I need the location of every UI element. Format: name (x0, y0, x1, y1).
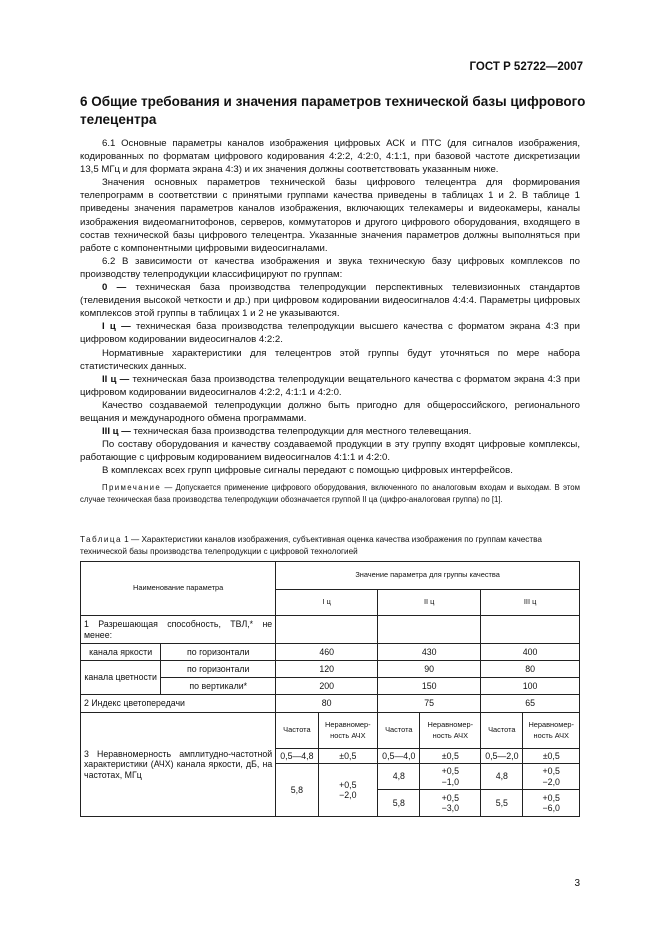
table-cell (420, 790, 481, 817)
paragraph-text: техническая база производства телепродукции высшего качества с форматом экрана 4:3 при цифровом кодировании видеосигналов 4:2:2. (80, 321, 580, 346)
table-row (81, 644, 580, 661)
nonuniformity-header: Неравномер-ность АЧХ (523, 713, 580, 749)
table-cell (523, 764, 580, 790)
table-cell (481, 616, 580, 644)
document-header: ГОСТ Р 52722—2007 (469, 61, 583, 73)
group-label: I ц — (102, 321, 131, 333)
table-cell: 0,5—2,0 (481, 749, 523, 764)
body-text (80, 137, 580, 505)
table-cell (523, 790, 580, 817)
row-label: канала цветности (81, 661, 161, 695)
table-cell: ±0,5 (318, 749, 378, 764)
table-caption (80, 534, 580, 557)
table-cell: 75 (378, 695, 481, 713)
header-value: Значение параметра для группы качества (276, 562, 580, 590)
paragraph (80, 320, 580, 346)
group-label: III ц — (102, 426, 131, 438)
paragraph: По составу оборудования и качеству создаваемой продукции в эту группу входят цифровые комплексы, работающие с цифровым кодированием видеосигналов 4:1:1 и 4:2:0. (80, 439, 580, 464)
value-line: +0,5 (542, 766, 560, 776)
table-cell (420, 764, 481, 790)
section-title: 6 Общие требования и значения параметров технической базы цифрового телецентра (80, 94, 586, 127)
row-label: 3 Неравномерность амплитудно-частотной характеристики (АЧХ) канала яркости, дБ, на частотах, МГц (81, 713, 276, 817)
table-cell: 430 (378, 644, 481, 661)
table-cell: 80 (276, 695, 378, 713)
note-label: Примечание (102, 483, 162, 493)
row-label: 2 Индекс цветопередачи (81, 695, 276, 713)
group-label: II ц — (102, 373, 130, 385)
header-param: Наименование параметра (81, 562, 276, 616)
table-cell: 5,8 (276, 764, 318, 817)
row-label: канала яркости (81, 644, 161, 661)
row-sublabel: по вертикали* (161, 678, 276, 695)
group-1: I ц (276, 590, 378, 616)
paragraph: 6.1 Основные параметры каналов изображения цифровых АСК и ПТС (для сигналов изображения, кодированных по форматам цифрового кодирования 4:2:2, 4:2:0, 4:1:1, при базовой частоте дискретизации 13,5 МГц и для формата экрана 4:3) и их значения должны соответствовать указанным ниже. (80, 138, 580, 176)
table-row (81, 661, 580, 678)
note-text: — Допускается применение цифрового оборудования, включенного по аналоговым входам и выходам. В этом случае техническая база производства телепродукции обозначается группой II ца (цифро-аналоговая группа) по [1]. (80, 483, 580, 504)
table-cell: 65 (481, 695, 580, 713)
paragraph: Значения основных параметров технической базы цифрового телецентра для формирования телепрограмм в соответствии с принятыми группами качества приведены в таблицах 1 и 2. В таблице 1 приведены значения параметров каналов изображения, включающих телекамеры и видеокамеры, каналы изображения видеомагнитофонов, серверов, коммутаторов и другого цифрового оборудования, входящего в состав технической базы цифрового телецентра. Указанные значения параметров должны выполняться при работе с компонентными цифровыми видеосигналами. (80, 177, 580, 254)
row-label: 1 Разрешающая способность, ТВЛ,* не менее: (81, 616, 276, 644)
table-cell: 0,5—4,0 (378, 749, 420, 764)
group-3: III ц (481, 590, 580, 616)
table-cell: ±0,5 (420, 749, 481, 764)
value-line: +0,5 (441, 766, 459, 776)
nonuniformity-header: Неравномер-ность АЧХ (420, 713, 481, 749)
table-cell: 90 (378, 661, 481, 678)
paragraph-text: техническая база производства телепродукции для местного телевещания. (130, 426, 472, 438)
parameters-table (80, 561, 580, 817)
value-line: +0,5 (441, 792, 459, 803)
value-line: −2,0 (542, 776, 560, 787)
table-cell (276, 616, 378, 644)
table-cell: 4,8 (378, 764, 420, 790)
paragraph: 6.2 В зависимости от качества изображения и звука техническую базу цифровых комплексов по производству телепродукции классифицируют по группам: (80, 255, 580, 280)
value-line: +0,5 (542, 792, 560, 803)
paragraph (80, 281, 580, 320)
table-cell: ±0,5 (523, 749, 580, 764)
group-label: 0 — (102, 282, 127, 294)
value-line: −1,0 (441, 776, 459, 787)
paragraph: В комплексах всех групп цифровые сигналы передают с помощью цифровых интерфейсов. (102, 465, 513, 477)
paragraph: Нормативные характеристики для телецентров этой группы будут уточняться по мере набора статистических данных. (80, 347, 580, 372)
note (80, 482, 580, 505)
table-cell (378, 616, 481, 644)
table-cell: 120 (276, 661, 378, 678)
paragraph (80, 425, 580, 438)
table-cell: 0,5—4,8 (276, 749, 318, 764)
table-row (81, 616, 580, 644)
row-sublabel: по горизонтали (161, 661, 276, 678)
paragraph (80, 373, 580, 399)
value-line: −6,0 (542, 803, 560, 813)
freq-header: Частота (481, 713, 523, 749)
table-cell: 80 (481, 661, 580, 678)
value-line: −2,0 (339, 790, 357, 800)
table-cell: 4,8 (481, 764, 523, 790)
table-cell: 460 (276, 644, 378, 661)
table-cell (318, 764, 378, 817)
table-row (81, 695, 580, 713)
paragraph: Качество создаваемой телепродукции должно быть пригодно для общероссийского, регионального вещания и международного обмена программами. (80, 399, 580, 424)
table-cell: 150 (378, 678, 481, 695)
table-header-row (81, 562, 580, 590)
freq-header: Частота (378, 713, 420, 749)
table-cell: 100 (481, 678, 580, 695)
group-2: II ц (378, 590, 481, 616)
table-cell: 5,5 (481, 790, 523, 817)
page-number: 3 (574, 878, 580, 889)
freq-header: Частота (276, 713, 318, 749)
row-sublabel: по горизонтали (161, 644, 276, 661)
caption-text: 1 — Характеристики каналов изображения, субъективная оценка качества изображения по группам качества технической базы производства телепродукции с цифровой технологией (80, 535, 542, 556)
value-line: −3,0 (441, 803, 459, 813)
table-cell: 200 (276, 678, 378, 695)
nonuniformity-header: Неравномер-ность АЧХ (318, 713, 378, 749)
caption-label: Таблица (80, 535, 122, 544)
paragraph-text: техническая база производства телепродукции вещательного качества с форматом экрана 4:3 при цифровом кодировании видеосигналов 4:2:2, 4:1:1 и 4:2:0. (80, 373, 581, 398)
table-row (81, 713, 580, 749)
table-cell: 5,8 (378, 790, 420, 817)
table-cell: 400 (481, 644, 580, 661)
paragraph-text: техническая база производства телепродукции перспективных телевизионных стандартов (телевидения высокой четкости и др.) при цифровом кодировании видеосигналов 4:4:4. Параметры цифровых комплексов этой группы в таблицах 1 и 2 не указываются. (80, 282, 580, 320)
value-line: +0,5 (339, 779, 357, 790)
